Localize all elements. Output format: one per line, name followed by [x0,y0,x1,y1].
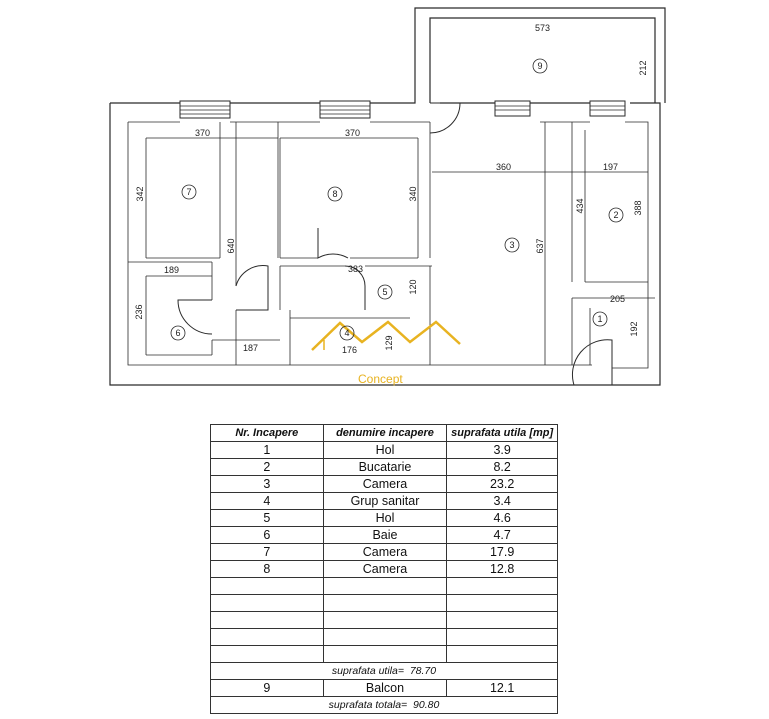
cell-name: Camera [323,476,447,493]
svg-text:5: 5 [382,287,388,297]
concept-logo [312,322,460,386]
rooms-table [210,424,558,714]
dim-label: 370 [345,128,361,138]
room-marker-6 [171,326,185,340]
logo-text: Concept [358,372,403,386]
useful-area-label: suprafata utila= [331,665,404,677]
cell-area: 23.2 [447,476,558,493]
cell-area: 4.6 [447,510,558,527]
cell-area: 4.7 [447,527,558,544]
cell-area: 3.4 [447,493,558,510]
table-row [211,561,558,578]
room-markers [171,59,626,340]
dim-label: 197 [603,162,619,172]
cell-nr: 1 [211,442,324,459]
header-nr: Nr. Incapere [211,425,324,442]
empty-row [211,578,558,595]
table-row [211,527,558,544]
useful-area-row [211,663,558,680]
table-row [211,459,558,476]
cell-area: 17.9 [447,544,558,561]
cell-nr: 3 [211,476,324,493]
room-marker-2 [609,208,623,222]
cell-nr: 9 [211,680,324,697]
dim-label: 637 [535,238,545,254]
dim-label: 212 [638,60,648,76]
dim-label: 205 [610,294,626,304]
svg-text:2: 2 [613,210,619,220]
cell-nr: 2 [211,459,324,476]
room-marker-8 [328,187,342,201]
cell-name: Grup sanitar [323,493,447,510]
useful-area-value: 78.70 [409,665,437,677]
dim-label: 340 [408,186,418,202]
header-name: denumire incapere [323,425,447,442]
empty-row [211,595,558,612]
cell-name: Camera [323,561,447,578]
svg-text:8: 8 [332,189,338,199]
dim-label: 383 [348,264,364,274]
cell-name: Balcon [323,680,447,697]
svg-text:6: 6 [175,328,181,338]
table-row [211,442,558,459]
total-area-label: suprafata totala= [328,699,408,711]
dim-label: 192 [629,321,639,337]
dim-label: 176 [342,345,358,355]
cell-name: Baie [323,527,447,544]
svg-text:4: 4 [344,328,350,338]
cell-area: 8.2 [447,459,558,476]
cell-nr: 8 [211,561,324,578]
svg-text:9: 9 [537,61,543,71]
dim-label: 187 [243,343,259,353]
balcony-row [211,680,558,697]
cell-nr: 5 [211,510,324,527]
cell-name: Hol [323,442,447,459]
room-marker-3 [505,238,519,252]
dim-label: 434 [575,198,585,214]
room-marker-7 [182,185,196,199]
dim-label: 236 [134,304,144,320]
cell-area: 3.9 [447,442,558,459]
dim-label: 370 [195,128,211,138]
dim-label: 360 [496,162,512,172]
svg-text:3: 3 [509,240,515,250]
cell-name: Bucatarie [323,459,447,476]
total-area-row [211,697,558,714]
empty-row [211,612,558,629]
room-marker-5 [378,285,392,299]
dimension-labels [134,23,648,355]
dim-label: 189 [164,265,180,275]
table-header-row [211,425,558,442]
empty-row [211,629,558,646]
table-row [211,493,558,510]
cell-nr: 4 [211,493,324,510]
cell-area: 12.8 [447,561,558,578]
cell-nr: 7 [211,544,324,561]
room-marker-1 [593,312,607,326]
cell-name: Camera [323,544,447,561]
dim-label: 573 [535,23,551,33]
table-row [211,510,558,527]
header-area: suprafata utila [mp] [447,425,558,442]
empty-row [211,646,558,663]
cell-area: 12.1 [447,680,558,697]
dim-label: 129 [384,335,394,351]
total-area-value: 90.80 [413,699,440,711]
cell-nr: 6 [211,527,324,544]
table-row [211,544,558,561]
svg-text:1: 1 [597,314,603,324]
dim-label: 120 [408,279,418,295]
dim-label: 342 [135,186,145,202]
svg-text:7: 7 [186,187,192,197]
table-row [211,476,558,493]
room-marker-9 [533,59,547,73]
dim-label: 388 [633,200,643,216]
interior-walls [128,122,655,365]
dim-label: 640 [226,238,236,254]
cell-name: Hol [323,510,447,527]
